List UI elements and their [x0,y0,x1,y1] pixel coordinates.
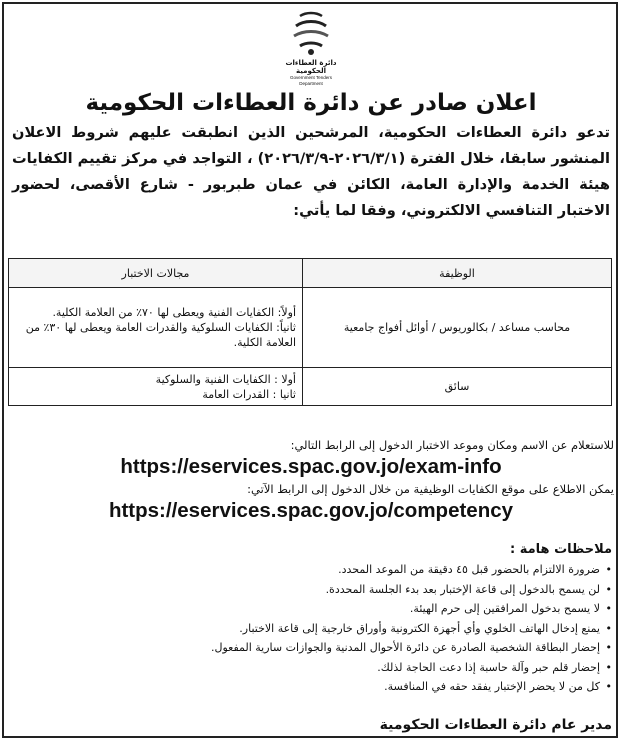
job-cell: سائق [303,368,612,406]
intro-paragraph: تدعو دائرة العطاءات الحكومية، المرشحين الذين انطبقت عليهم شروط الاعلان المنشور سابقا، خلال الفترة (٢٠٢٦/٣/١-٢٠٢٦/٣/٩) ، التواجد في مركز تقييم الكفايات هيئة الخدمة والإدارة العامة، الكائن في عمان طبربور - شارع الأقصى، لحضور الاختبار التنافسي الالكتروني، وفقا لما يأتي: [12,124,610,219]
list-item: • لن يسمح بالدخول إلى قاعة الإختبار بعد بدء الجلسة المحددة. [8,580,612,600]
notes-title: ملاحظات هامة : [510,542,612,557]
header-job: الوظيفة [303,259,612,288]
list-item: • يمنع إدخال الهاتف الخلوي وأي أجهزة الكترونية وأوراق خارجية إلى قاعة الاختبار. [8,619,612,639]
list-item: • ضرورة الالتزام بالحضور قبل ٤٥ دقيقة من الموعد المحدد. [8,560,612,580]
area-line: ثانياً: الكفايات السلوكية والقدرات العامة ويعطى لها ٣٠٪ من العلامة الكلية. [25,321,296,349]
logo-emblem-icon [286,8,336,58]
area-line: أولا : الكفايات الفنية والسلوكية [155,372,296,386]
areas-cell [9,368,303,406]
logo-english-text: Government Tenders Department [290,75,332,86]
areas-cell [9,288,303,368]
job-cell: محاسب مساعد / بكالوريوس / أوائل أفواج جامعية [303,288,612,368]
list-item: • كل من لا يحضر الإختبار يفقد حقه في المنافسة. [8,677,612,697]
competency-link[interactable]: https://eservices.spac.gov.jo/competency [108,499,514,522]
department-logo [278,8,344,88]
signature: مدير عام دائرة العطاءات الحكومية [379,717,612,733]
exam-info-link[interactable]: https://eservices.spac.gov.jo/exam-info [120,455,502,478]
list-item: • لا يسمح بدخول المرافقين إلى حرم الهيئة. [8,599,612,619]
table-header-row [9,259,612,288]
area-line: ثانيا : القدرات العامة [202,387,296,401]
links-section [8,436,614,524]
jobs-table [8,258,612,406]
list-item: • إحضار قلم حبر وآلة حاسبة إذا دعت الحاجة لذلك. [8,658,612,678]
notes-list [8,560,612,697]
table-row [9,368,612,406]
announcement-title: اعلان صادر عن دائرة العطاءات الحكومية [85,90,537,116]
logo-arabic-text: دائرة العطاءات الحكومية [285,59,337,75]
table-row [9,288,612,368]
exam-info-text: للاستعلام عن الاسم ومكان وموعد الاختبار الدخول إلى الرابط التالي: [290,438,614,452]
list-item: • إحضار البطاقة الشخصية الصادرة عن دائرة الأحوال المدنية والجوازات سارية المفعول. [8,638,612,658]
competency-text: يمكن الاطلاع على موقع الكفايات الوظيفية من خلال الدخول إلى الرابط الآتي: [247,482,614,496]
header-test-areas: مجالات الاختبار [9,259,303,288]
notes-section [8,540,612,697]
area-line: أولاً: الكفايات الفنية ويعطى لها ٧٠٪ من العلامة الكلية. [52,306,296,319]
